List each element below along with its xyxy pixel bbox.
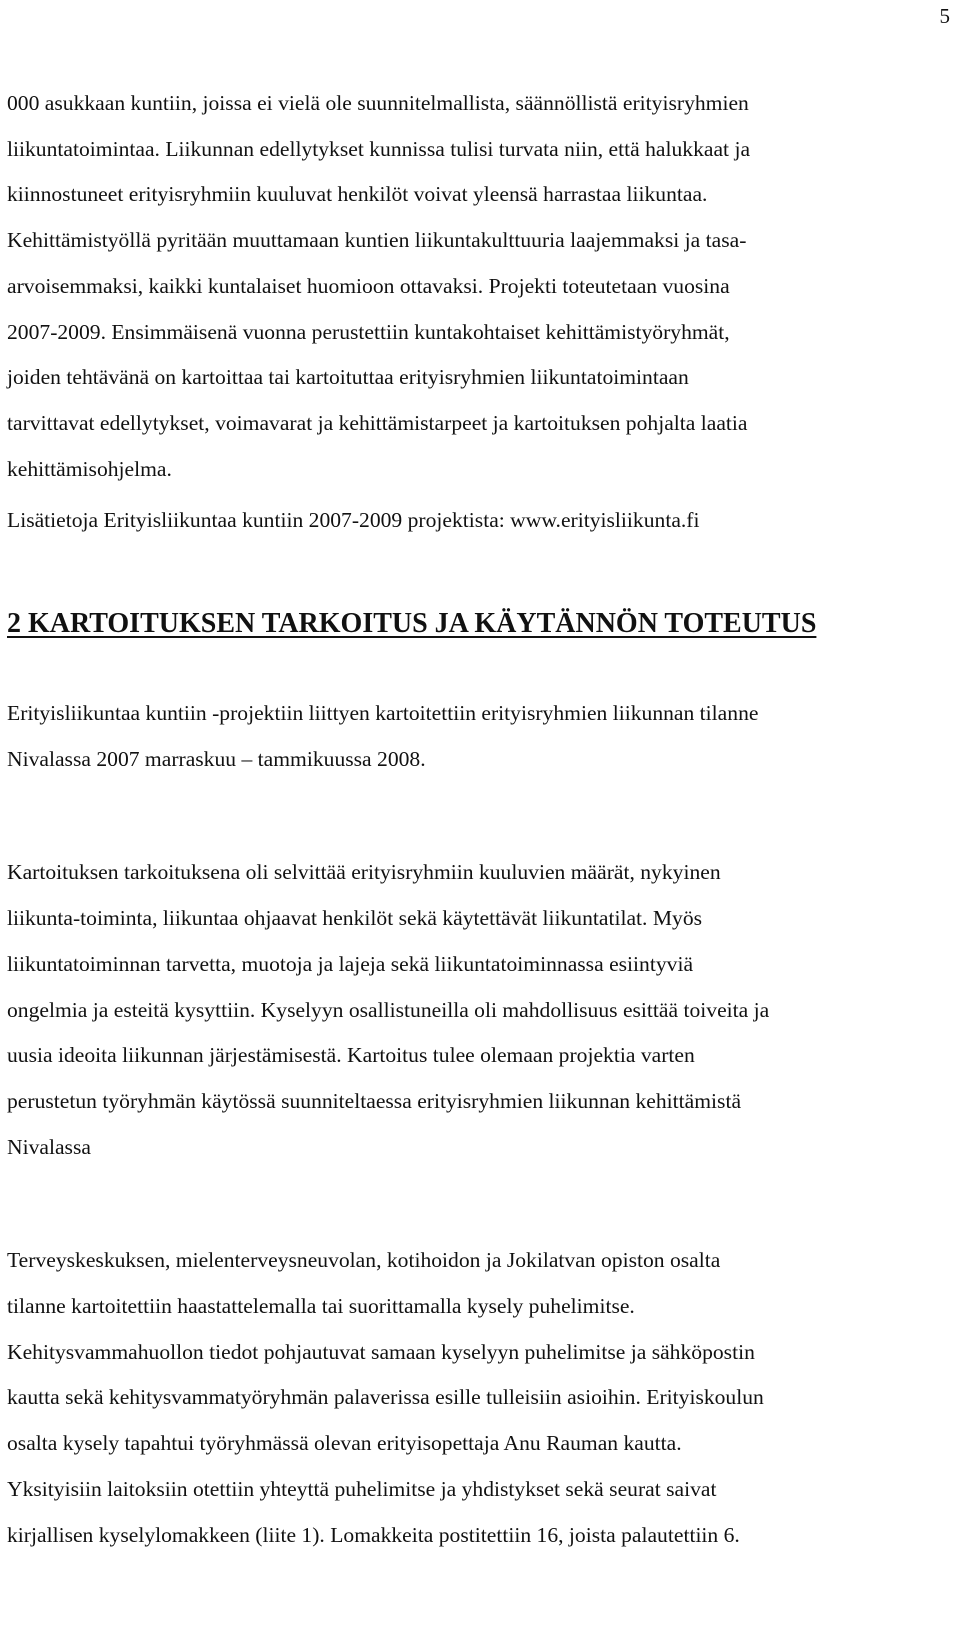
more-info-line: Lisätietoja Erityisliikuntaa kuntiin 2007-2009 projektista: www.erityisliikunta.fi [7,508,700,533]
document-body [7,81,953,1558]
purpose-paragraph: Kartoituksen tarkoituksena oli selvittää erityisryhmiin kuuluvien määrät, nykyinen liikunta-toiminta, liikuntaa ohjaavat henkilöt sekä käytettävät liikuntatilat. Myös liikuntatoiminnan tarvetta, muotoja ja lajeja sekä liikuntatoiminnassa esiintyviä ongelmia ja esteitä kysyttiin. Kyselyyn osallistuneilla oli mahdollisuus esittää toiveita ja uusia ideoita liikunnan järjestämisestä. Kartoitus tulee olemaan projektia varten perustetun työryhmän käytössä suunniteltaessa erityisryhmien liikunnan kehittämistä Nivalassa [7,860,770,1159]
page-number: 5 [939,4,950,28]
intro-paragraph: 000 asukkaan kuntiin, joissa ei vielä ole suunnitelmallista, säännöllistä erityisryhmien liikuntatoimintaa. Liikunnan edellytykset kunnissa tulisi turvata niin, että halukkaat ja kiinnostuneet erityisryhmiin kuuluvat henkilöt voivat yleensä harrastaa liikuntaa. Kehittämistyöllä pyritään muuttamaan kuntien liikuntakulttuuria laajemmaksi ja tasa- arvoisemmaksi, kaikki kuntalaiset huomioon ottavaksi. Projekti toteutetaan vuosina 2007-2009. Ensimmäisenä vuonna perustettiin kuntakohtaiset kehittämistyöryhmät, joiden tehtävänä on kartoittaa tai kartoituttaa erityisryhmien liikuntatoimintaan tarvittavat edellytykset, voimavarat ja kehittämistarpeet ja kartoituksen pohjalta laatia kehittämisohjelma. [7,91,751,481]
section-heading: 2 KARTOITUKSEN TARKOITUS JA KÄYTÄNNÖN TOTEUTUS [7,608,817,640]
method-paragraph: Terveyskeskuksen, mielenterveysneuvolan, kotihoidon ja Jokilatvan opiston osalta tilanne kartoitettiin haastattelemalla tai suorittamalla kysely puhelimitse. Kehitysvammahuollon tiedot pohjautuvat samaan kyselyyn puhelimitse ja sähköpostin kautta sekä kehitysvammatyöryhmän palaverissa esille tulleisiin asioihin. Erityiskoulun osalta kysely tapahtui työryhmässä olevan erityisopettaja Anu Rauman kautta. Yksityisiin laitoksiin otettiin yhteyttä puhelimitse ja yhdistykset sekä seurat saivat kirjallisen kyselylomakkeen (liite 1). Lomakkeita postitettiin 16, joista palautettiin 6. [7,1248,764,1547]
survey-intro-paragraph: Erityisliikuntaa kuntiin -projektiin liittyen kartoitettiin erityisryhmien liikunnan tilanne Nivalassa 2007 marraskuu – tammikuussa 2008. [7,701,759,771]
